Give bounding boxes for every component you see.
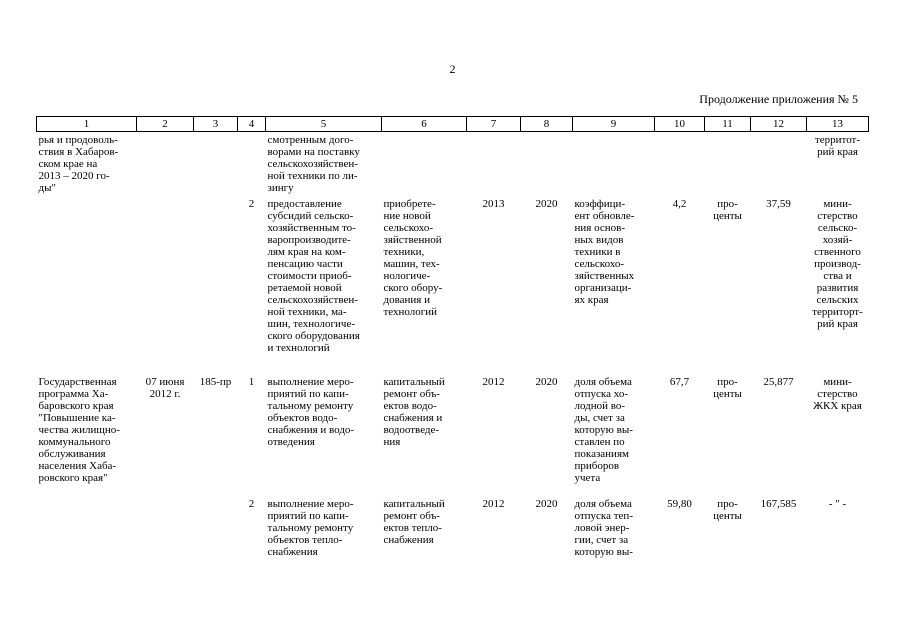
date-cell: 07 июня 2012 г. bbox=[145, 376, 185, 400]
number-cell: 185-пр bbox=[199, 376, 232, 388]
start-year-cell: 2012 bbox=[482, 376, 505, 388]
amount-cell: 25,877 bbox=[763, 376, 794, 388]
column-header: 11 bbox=[705, 117, 751, 132]
table-row bbox=[37, 494, 869, 564]
indicator-cell: коэффици- ент обновле- ния основ- ных видов техники в сельскохо- зяйственных организаци- ях края bbox=[574, 198, 635, 306]
responsible-cell: мини- стерство ЖКХ края bbox=[813, 376, 862, 412]
item-number-cell: 1 bbox=[248, 376, 255, 388]
indicator-cell: доля объема отпуска хо- лодной во- ды, счет за которую вы- ставлен по показаниям приборов учета bbox=[574, 376, 633, 484]
value-cell bbox=[655, 132, 705, 195]
unit-cell bbox=[705, 132, 751, 195]
item-number-cell bbox=[238, 132, 266, 195]
result-cell: приобрете- ние новой сельскохо- зяйственной техники, машин, тех- нологиче- ского обору- дования и технологий bbox=[383, 198, 443, 318]
table-row bbox=[37, 194, 869, 368]
responsible-cell: - " - bbox=[828, 498, 847, 510]
column-header: 4 bbox=[238, 117, 266, 132]
end-year-cell bbox=[521, 132, 573, 195]
end-year-cell: 2020 bbox=[535, 498, 558, 510]
item-number-cell: 2 bbox=[248, 198, 255, 210]
start-year-cell: 2012 bbox=[482, 498, 505, 510]
column-header: 7 bbox=[467, 117, 521, 132]
program-name-cell: Государственная программа Ха- баровского края "Повышение ка- чества жилищно- коммунального обслуживания населения Хаба- ровского края" bbox=[38, 376, 120, 484]
column-header: 12 bbox=[751, 117, 807, 132]
date-cell bbox=[137, 132, 194, 195]
date-cell bbox=[137, 494, 194, 564]
unit-cell: про- центы bbox=[713, 376, 742, 400]
number-cell bbox=[194, 194, 238, 368]
column-header: 8 bbox=[521, 117, 573, 132]
number-cell bbox=[194, 494, 238, 564]
end-year-cell: 2020 bbox=[535, 198, 558, 210]
header-row bbox=[37, 117, 869, 132]
responsible-cell: мини- стерство сельско- хозяй- ственного производ- ства и развития сельских территорт- рий края bbox=[812, 198, 863, 330]
number-cell bbox=[194, 132, 238, 195]
unit-cell: про- центы bbox=[713, 498, 742, 522]
amount-cell bbox=[751, 132, 807, 195]
responsible-cell: территот- рий края bbox=[814, 134, 861, 158]
activity-cell: смотренным дого- ворами на поставку сельскохозяйствен- ной техники по ли- зингу bbox=[267, 134, 360, 194]
column-header: 1 bbox=[37, 117, 137, 132]
indicator-cell: доля объема отпуска теп- ловой энер- гии, счет за которую вы- bbox=[574, 498, 633, 558]
program-table bbox=[36, 116, 869, 564]
column-header: 10 bbox=[655, 117, 705, 132]
result-cell bbox=[382, 132, 467, 195]
amount-cell: 37,59 bbox=[766, 198, 791, 210]
appendix-caption: Продолжение приложения № 5 bbox=[699, 92, 858, 106]
end-year-cell: 2020 bbox=[535, 376, 558, 388]
program-name-cell bbox=[37, 494, 137, 564]
amount-cell: 167,585 bbox=[760, 498, 797, 510]
activity-cell: предоставление субсидий сельско- хозяйственным то- варопроизводите- лям края на ком- пенсацию части стоимости приоб- ретаемой новой сельскохозяйствен- ной техники, ма- шин, технологиче- ского оборудования и технологий bbox=[267, 198, 360, 354]
value-cell: 4,2 bbox=[672, 198, 687, 210]
date-cell bbox=[137, 194, 194, 368]
column-header: 9 bbox=[573, 117, 655, 132]
program-name-cell bbox=[37, 194, 137, 368]
item-number-cell: 2 bbox=[248, 498, 255, 510]
start-year-cell bbox=[467, 132, 521, 195]
column-header: 3 bbox=[194, 117, 238, 132]
value-cell: 67,7 bbox=[669, 376, 690, 388]
table-row bbox=[37, 368, 869, 494]
program-name-cell: рья и продоволь- ствия в Хабаров- ском крае на 2013 – 2020 го- ды" bbox=[38, 134, 119, 194]
table-row bbox=[37, 132, 869, 195]
result-cell: капитальный ремонт объ- ектов водо- снабжения и водоотведе- ния bbox=[383, 376, 445, 448]
indicator-cell bbox=[573, 132, 655, 195]
activity-cell: выполнение меро- приятий по капи- тальному ремонту объектов водо- снабжения и водо- отведения bbox=[267, 376, 355, 448]
result-cell: капитальный ремонт объ- ектов тепло- снабжения bbox=[383, 498, 445, 546]
value-cell: 59,80 bbox=[667, 498, 692, 510]
page-number: 2 bbox=[449, 62, 456, 76]
unit-cell: про- центы bbox=[713, 198, 742, 222]
column-header: 6 bbox=[382, 117, 467, 132]
column-header: 13 bbox=[807, 117, 869, 132]
activity-cell: выполнение меро- приятий по капи- тальному ремонту объектов тепло- снабжения bbox=[267, 498, 354, 558]
start-year-cell: 2013 bbox=[482, 198, 505, 210]
column-header: 2 bbox=[137, 117, 194, 132]
column-header: 5 bbox=[266, 117, 382, 132]
